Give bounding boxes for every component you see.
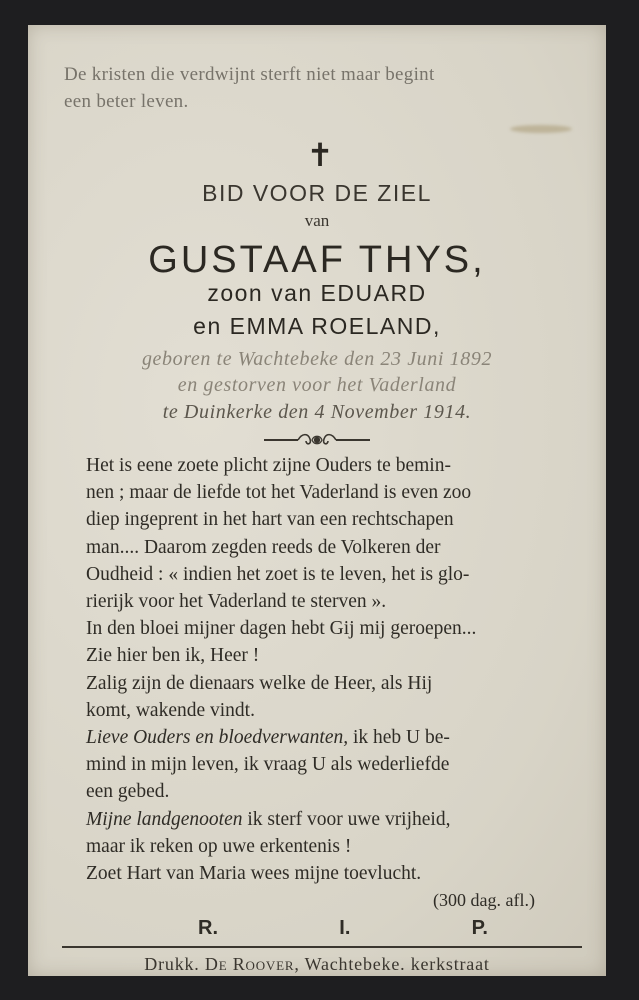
text-line: Zoet Hart van Maria wees mijne toevlucht.	[86, 863, 422, 885]
text-line: komt, wakende vindt.	[86, 699, 255, 721]
text-line	[62, 724, 590, 751]
text-line: Het is eene zoete plicht zijne Ouders te bemin-	[86, 455, 451, 476]
text-fragment: ik heb U be-	[348, 727, 450, 749]
text-line	[62, 806, 590, 833]
text-line: In den bloei mijner dagen hebt Gij mij geroepen...	[86, 618, 477, 640]
printer-name: De Roover,	[204, 954, 300, 974]
rip-letter: P.	[471, 917, 488, 939]
text-line: rierijk voor het Vaderland te sterven ».	[86, 591, 387, 613]
death-place-line: te Duinkerke den 4 November 1914.	[162, 401, 472, 423]
text-fragment: ik sterf voor uwe vrijheid,	[242, 808, 451, 830]
motto-line: een beter leven.	[64, 91, 189, 112]
van-text: van	[304, 211, 330, 230]
parent-mother: en EMMA ROELAND,	[193, 313, 441, 339]
paragraph-blessed	[62, 670, 590, 724]
italic-phrase: Mijne landgenooten	[86, 808, 243, 830]
rip-letter: R.	[198, 917, 218, 939]
prayer-heading: BID VOOR DE ZIEL	[202, 180, 432, 206]
text-line: Zie hier ben ik, Heer !	[86, 645, 260, 667]
paragraph-countrymen	[62, 806, 590, 860]
text-line: Zalig zijn de dienaars welke de Heer, als Hij	[86, 672, 433, 694]
text-line: mind in mijn leven, ik vraag U als wederliefde	[86, 754, 450, 776]
memorial-card	[28, 25, 606, 976]
text-line: diep ingeprent in het hart van een rechtschapen	[86, 509, 454, 531]
text-line: nen ; maar de liefde tot het Vaderland is even zoo	[86, 482, 472, 504]
death-line: en gestorven voor het Vaderland	[177, 374, 457, 396]
paper-stain	[510, 125, 572, 133]
text-line: man.... Daarom zegden reeds de Volkeren der	[86, 536, 441, 558]
parent-father: zoon van EDUARD	[207, 280, 427, 306]
paragraph-parents	[62, 452, 590, 615]
cross-icon: ✝	[306, 137, 334, 173]
birth-line: geboren te Wachtebeke den 23 Juni 1892	[141, 348, 493, 370]
paragraph-called	[62, 615, 590, 669]
printer-prefix: Drukk.	[144, 954, 200, 974]
rip-line	[198, 917, 488, 940]
printer-place: Wachtebeke. kerkstraat	[304, 954, 490, 974]
italic-phrase: Lieve Ouders en bloedverwanten,	[86, 727, 349, 749]
text-line: Oudheid : « indien het zoet is te leven, het is glo-	[86, 563, 470, 585]
text-line: een gebed.	[86, 781, 170, 803]
paragraph-prayer	[62, 860, 590, 887]
motto-line: De kristen die verdwijnt sterft niet maar begint	[64, 64, 435, 85]
indulgence-note: (300 dag. afl.)	[433, 890, 535, 910]
divider	[62, 946, 582, 948]
deceased-name: GUSTAAF THYS,	[148, 239, 486, 281]
memorial-text	[62, 452, 590, 887]
text-line: maar ik reken op uwe erkentenis !	[86, 835, 352, 857]
paragraph-relatives	[62, 724, 590, 806]
rip-letter: I.	[339, 917, 351, 939]
scroll-ornament-icon	[262, 431, 372, 449]
printer-imprint	[28, 954, 606, 975]
motto	[64, 61, 584, 115]
